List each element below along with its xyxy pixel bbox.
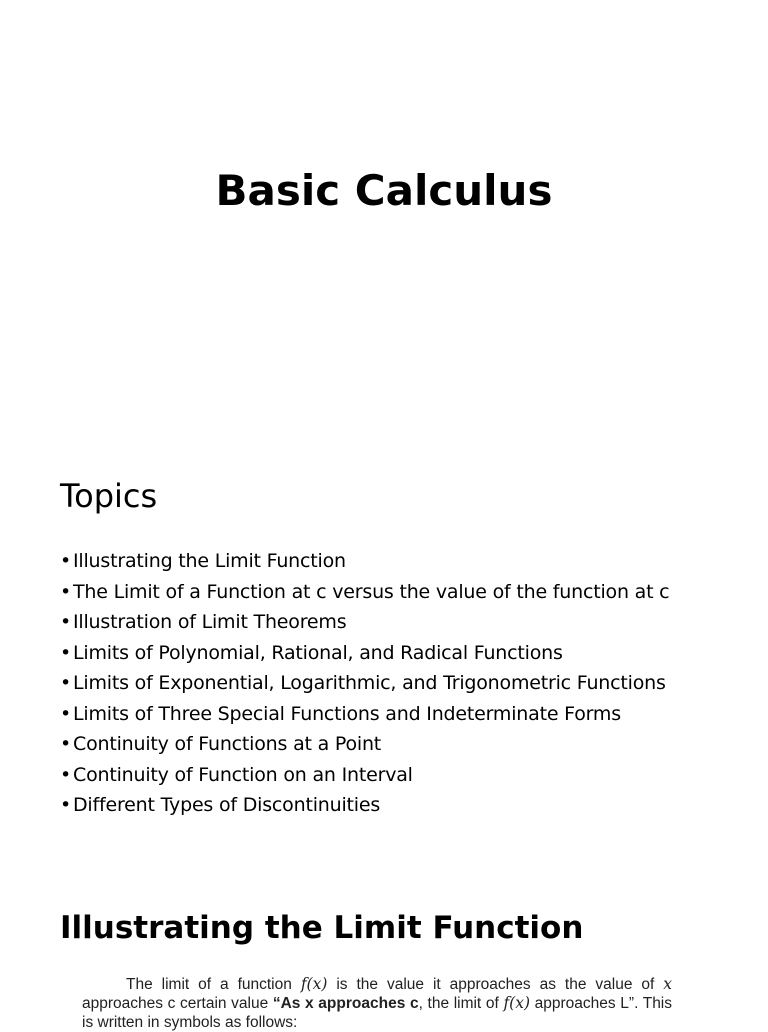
topic-label: Limits of Three Special Functions and Indeterminate Forms xyxy=(73,702,621,725)
paragraph-text: approaches L”. This is written in symbols as follows: xyxy=(82,995,673,1031)
bullet-icon: • xyxy=(60,550,72,572)
list-item xyxy=(60,668,760,699)
list-item xyxy=(60,577,760,608)
list-item xyxy=(60,790,760,821)
paragraph-text: approaches c certain value xyxy=(82,995,273,1012)
bold-phrase: As x approaches c xyxy=(280,995,419,1012)
section-heading: Illustrating the Limit Function xyxy=(60,910,584,946)
list-item xyxy=(60,699,760,730)
topic-label: Limits of Polynomial, Rational, and Radical Functions xyxy=(73,641,563,664)
topic-label: The Limit of a Function at c versus the value of the function at c xyxy=(73,580,670,603)
math-fx: f(x) xyxy=(300,975,328,993)
math-fx: f(x) xyxy=(503,994,531,1012)
bullet-icon: • xyxy=(60,611,72,633)
topics-heading: Topics xyxy=(60,477,158,515)
bullet-icon: • xyxy=(60,672,72,694)
quote-open: “ xyxy=(272,995,281,1012)
topic-label: Continuity of Functions at a Point xyxy=(73,733,382,755)
topic-label: Illustration of Limit Theorems xyxy=(73,611,347,633)
bullet-icon: • xyxy=(60,794,72,816)
list-item xyxy=(60,729,760,760)
list-item xyxy=(60,607,760,638)
list-item xyxy=(60,638,760,669)
paragraph-text: The limit of a function xyxy=(126,976,301,993)
topics-list xyxy=(60,546,760,821)
topic-label: Limits of Exponential, Logarithmic, and Trigonometric Functions xyxy=(73,672,666,694)
limit-definition-paragraph xyxy=(82,975,672,1032)
paragraph-text: is the value it approaches as the value of xyxy=(327,976,664,993)
bullet-icon: • xyxy=(60,733,72,755)
bullet-icon: • xyxy=(60,580,72,603)
list-item xyxy=(60,760,760,791)
list-item xyxy=(60,546,760,577)
bullet-icon: • xyxy=(60,763,72,786)
math-x: x xyxy=(663,975,673,993)
topic-label: Continuity of Function on an Interval xyxy=(73,763,413,786)
topic-label: Different Types of Discontinuities xyxy=(73,794,381,816)
bullet-icon: • xyxy=(60,702,72,725)
bullet-icon: • xyxy=(60,641,72,664)
topic-label: Illustrating the Limit Function xyxy=(73,550,346,572)
paragraph-text: , the limit of xyxy=(418,995,504,1012)
slide-title: Basic Calculus xyxy=(215,166,553,215)
